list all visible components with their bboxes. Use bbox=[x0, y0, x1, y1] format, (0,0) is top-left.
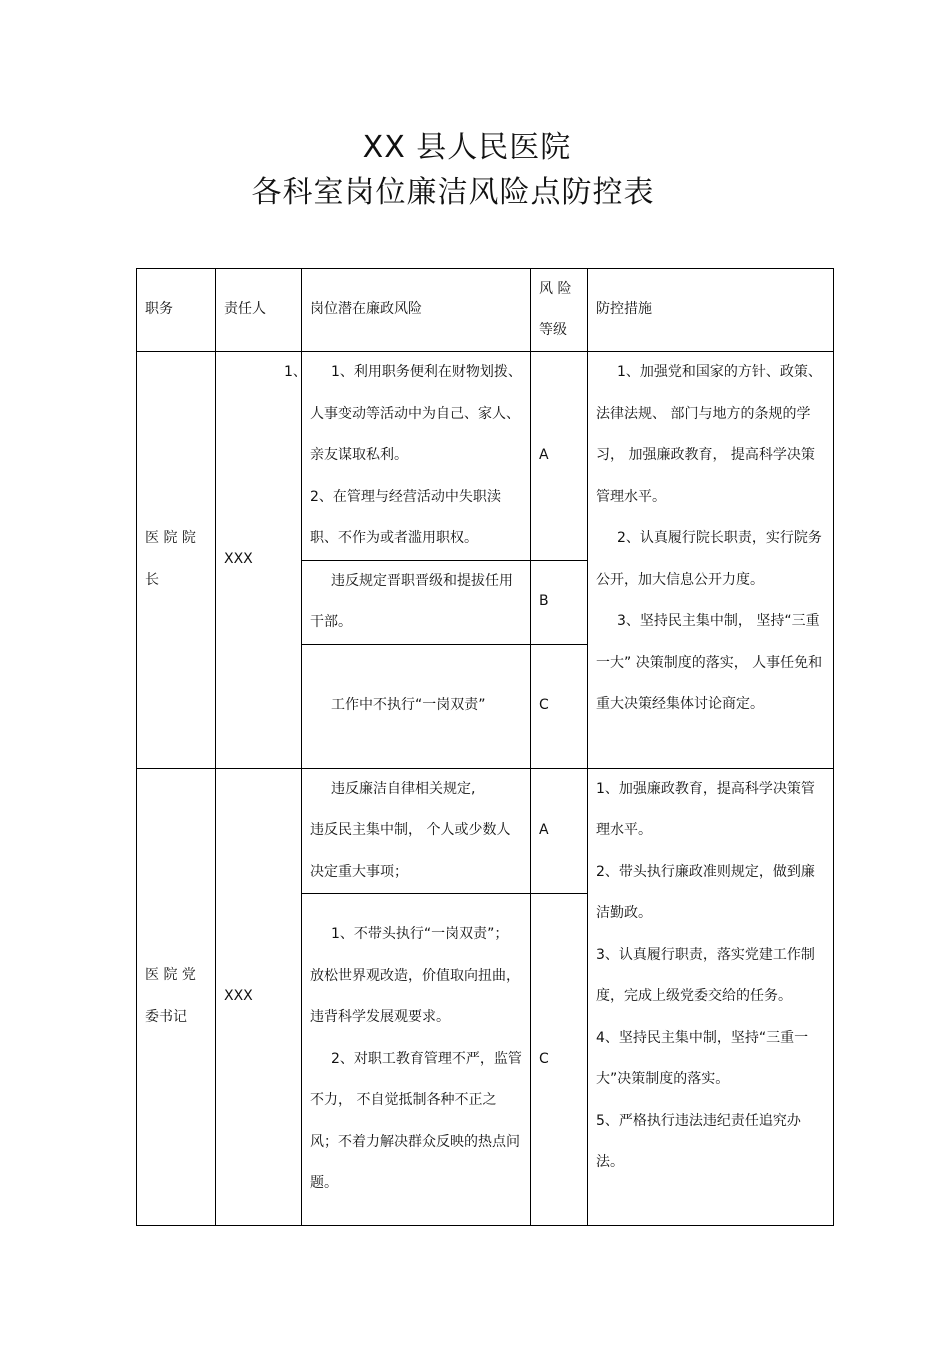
header-level-line1: 风 险 bbox=[539, 281, 572, 297]
row1-risk-3 bbox=[302, 644, 531, 768]
row2-risk-1-line1: 违反廉洁自律相关规定, bbox=[331, 780, 476, 797]
row1-responsible: XXX bbox=[216, 352, 302, 769]
row1-measure-3: 3、坚持民主集中制， 坚持“三重一大” 决策制度的落实， 人事任免和重大决策经集体讨论商定。 bbox=[596, 613, 823, 712]
document-title-line2: 各科室岗位廉洁风险点防控表 bbox=[251, 175, 655, 210]
row2-risk-2-line2: 2、对职工教育管理不严，监管不力， 不自觉抵制各种不正之风；不着力解决群众反映的热点问题。 bbox=[310, 1050, 522, 1192]
row2-level-1: A bbox=[531, 768, 588, 894]
row2-measures bbox=[588, 768, 834, 1226]
row1-level-3: C bbox=[531, 644, 588, 768]
row2-risk-2 bbox=[302, 894, 531, 1226]
header-risk: 岗位潜在廉政风险 bbox=[302, 269, 531, 352]
row2-measure-4: 4、坚持民主集中制，坚持“三重一大”决策制度的落实。 bbox=[596, 1029, 809, 1087]
table-header-row bbox=[137, 269, 834, 352]
row1-measure-2: 2、认真履行院长职责，实行院务公开，加大信息公开力度。 bbox=[596, 530, 822, 588]
row2-measure-1: 1、加强廉政教育，提高科学决策管理水平。 bbox=[596, 780, 815, 838]
header-measures: 防控措施 bbox=[588, 269, 834, 352]
header-level bbox=[531, 269, 588, 352]
header-responsible: 责任人 bbox=[216, 269, 302, 352]
row2-risk-1 bbox=[302, 768, 531, 894]
row2-risk-1-line2: 违反民主集中制， 个人或少数人决定重大事项； bbox=[310, 822, 511, 880]
table-row bbox=[137, 352, 834, 561]
row2-position: 医 院 党 委书记 bbox=[137, 768, 216, 1226]
row1-measures bbox=[588, 352, 834, 769]
row1-risk-3-line1: 工作中不执行“一岗双责” bbox=[331, 697, 486, 714]
row1-measure-1: 1、加强党和国家的方针、政策、法律法规、 部门与地方的条规的学习， 加强廉政教育， 提高科学决策管理水平。 bbox=[596, 364, 822, 505]
header-position: 职务 bbox=[137, 269, 216, 352]
stray-number: 1、 bbox=[284, 364, 307, 380]
row2-risk-2-line1: 1、不带头执行“一岗双责”；放松世界观改造，价值取向扭曲， 违背科学发展观要求。 bbox=[310, 926, 520, 1026]
table-row bbox=[137, 768, 834, 894]
header-level-line2: 等级 bbox=[539, 322, 567, 338]
row2-measure-2: 2、带头执行廉政准则规定，做到廉洁勤政。 bbox=[596, 863, 815, 921]
row1-risk-1-line1: 1、利用职务便利在财物划拨、人事变动等活动中为自己、家人、亲友谋取私利。 bbox=[310, 364, 522, 463]
document-title-line1: XX 县人民医院 bbox=[362, 130, 572, 165]
row2-measure-5: 5、严格执行违法违纪责任追究办法。 bbox=[596, 1112, 801, 1170]
row1-risk-2 bbox=[302, 560, 531, 644]
risk-control-table bbox=[136, 268, 834, 1226]
row1-risk-1 bbox=[302, 352, 531, 561]
row2-responsible: XXX bbox=[216, 768, 302, 1226]
row1-risk-1-line2: 2、在管理与经营活动中失职渎职、不作为或者滥用职权。 bbox=[310, 488, 501, 546]
row1-risk-2-line1: 违反规定晋职晋级和提拔任用干部。 bbox=[310, 572, 513, 630]
row1-position: 医 院 院 长 bbox=[137, 352, 216, 769]
row1-level-2: B bbox=[531, 560, 588, 644]
row2-level-2: C bbox=[531, 894, 588, 1226]
row2-measure-3: 3、认真履行职责，落实党建工作制度，完成上级党委交给的任务。 bbox=[596, 946, 815, 1004]
row1-level-1: A bbox=[531, 352, 588, 561]
